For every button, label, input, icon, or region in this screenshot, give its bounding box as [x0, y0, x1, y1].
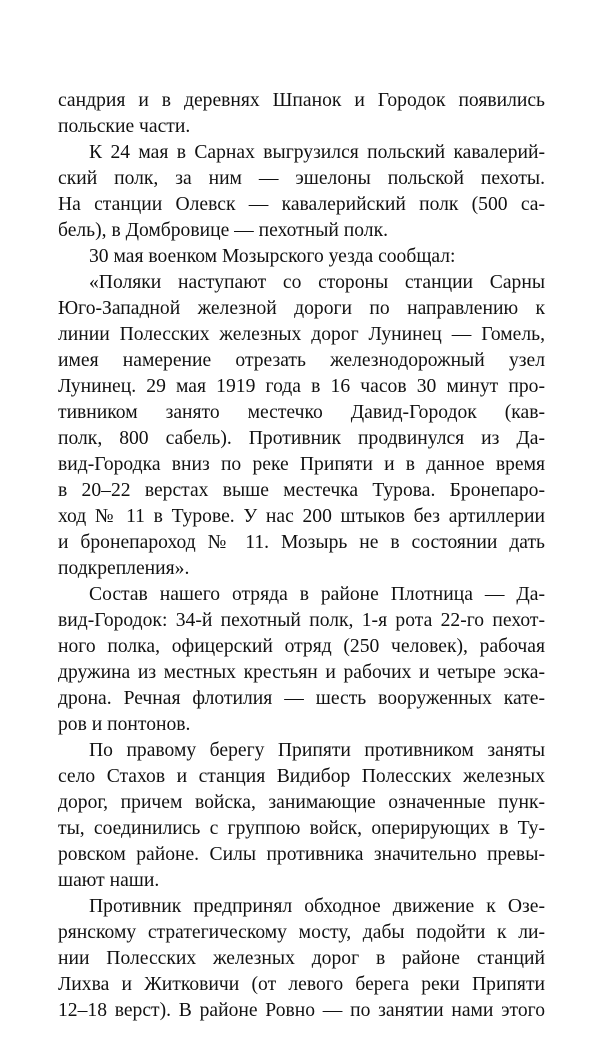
- text-line: линии Полесских железных дорог Лунинец — Гомель,: [58, 324, 545, 345]
- text-line: польские части.: [58, 116, 191, 137]
- text-line: в 20–22 верстах выше местечка Турова. Бронепаро-: [58, 480, 545, 501]
- text-line: имея намерение отрезать железнодорожный узел: [58, 350, 545, 371]
- text-line: ного полка, офицерский отряд (250 человек), рабочая: [58, 636, 545, 657]
- text-line: дружина из местных крестьян и рабочих и четыре эска-: [58, 662, 545, 683]
- text-line: По правому берегу Припяти противником заняты: [89, 740, 545, 761]
- text-line: ровском районе. Силы противника значительно превы-: [58, 844, 545, 865]
- text-line: село Стахов и станция Видибор Полесских железных: [58, 766, 545, 787]
- text-line: тивником занято местечко Давид-Городок (кав-: [58, 402, 545, 423]
- text-line: ход № 11 в Турове. У нас 200 штыков без артиллерии: [58, 506, 545, 527]
- text-line: вид-Городка вниз по реке Припяти и в данное время: [58, 454, 545, 475]
- text-line: подкрепления».: [58, 558, 190, 579]
- text-line: ты, соединились с группою войск, оперирующих в Ту-: [58, 818, 545, 839]
- text-line: бель), в Домбровице — пехотный полк.: [58, 220, 388, 241]
- text-line: Лунинец. 29 мая 1919 года в 16 часов 30 минут про-: [58, 376, 545, 397]
- text-line: Юго-Западной железной дороги по направлению к: [58, 298, 545, 319]
- text-line: нии Полесских железных дорог в районе станций: [58, 948, 545, 969]
- text-line: вид-Городок: 34-й пехотный полк, 1-я рота 22-го пехот-: [58, 610, 545, 631]
- text-line: шают наши.: [58, 870, 160, 891]
- text-line: сандрия и в деревнях Шпанок и Городок появились: [58, 90, 545, 111]
- text-line: дрона. Речная флотилия — шесть вооруженных кате-: [58, 688, 545, 709]
- text-line: Состав нашего отряда в районе Плотница — Да-: [89, 584, 545, 605]
- text-line: На станции Олевск — кавалерийский полк (500 са-: [58, 194, 545, 215]
- text-line: 12–18 верст). В районе Ровно — по занятии нами этого: [58, 1000, 545, 1021]
- text-line: полк, 800 сабель). Противник продвинулся из Да-: [58, 428, 545, 449]
- text-line: Противник предпринял обходное движение к Озе-: [89, 896, 545, 917]
- text-line: К 24 мая в Сарнах выгрузился польский кавалерий-: [89, 142, 545, 163]
- text-line: рянскому стратегическому мосту, дабы подойти к ли-: [58, 922, 545, 943]
- text-line: «Поляки наступают со стороны станции Сарны: [89, 272, 545, 293]
- text-line: ров и понтонов.: [58, 714, 191, 735]
- text-line: ский полк, за ним — эшелоны польской пехоты.: [58, 168, 545, 189]
- text-line: 30 мая военком Мозырского уезда сообщал:: [89, 246, 456, 267]
- text-line: и бронепароход № 11. Мозырь не в состоянии дать: [58, 532, 545, 553]
- text-line: дорог, причем войска, занимающие означенные пунк-: [58, 792, 545, 813]
- text-line: Лихва и Житковичи (от левого берега реки Припяти: [58, 974, 545, 995]
